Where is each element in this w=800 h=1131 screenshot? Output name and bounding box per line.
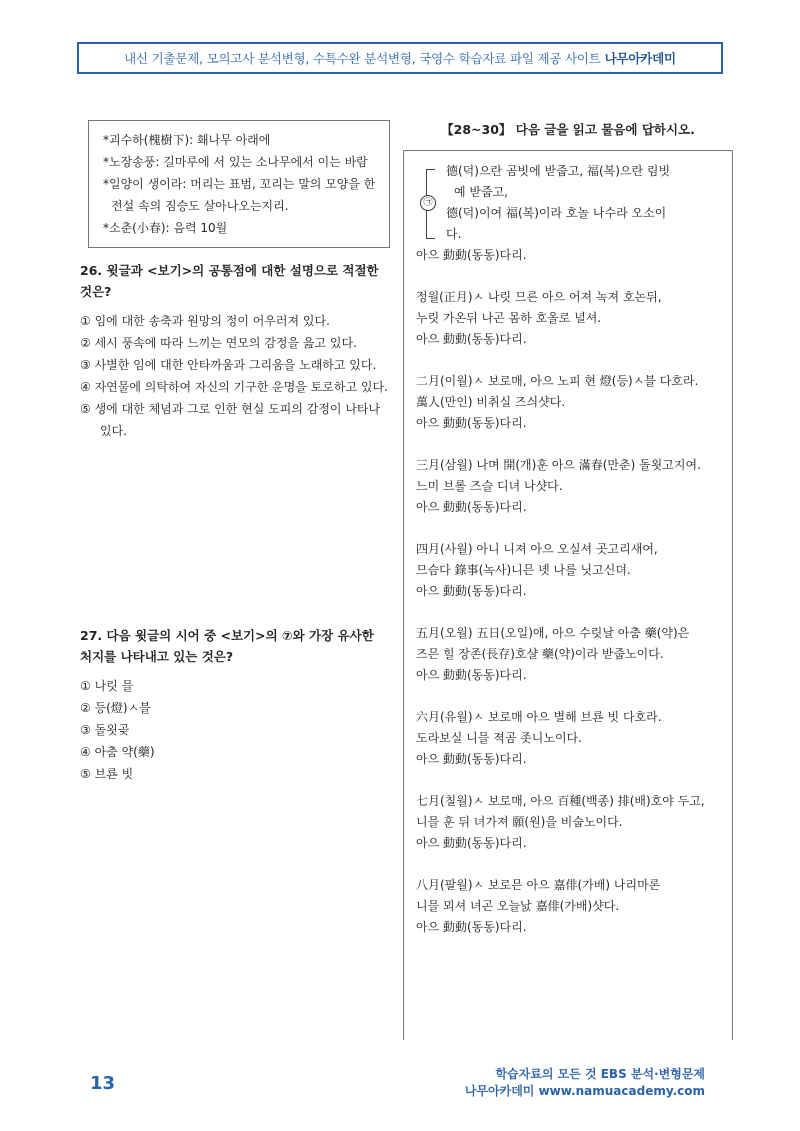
choice-item[interactable]: ④ 아춤 약(藥) [80,745,155,759]
poem-line: 二月(이월)ㅅ 보로매, 아으 노피 현 燈(등)ㅅ블 다호라. [416,374,699,388]
poem-line: 즈믄 힐 장존(長存)호샬 藥(약)이라 받줍노이다. [416,647,664,661]
choice-item[interactable]: ③ 사별한 임에 대한 안타까움과 그리움을 노래하고 있다. [80,358,377,372]
choice-item[interactable]: ② 등(燈)ㅅ블 [80,701,151,715]
circled-marker: ㉠ [420,195,436,211]
poem-line: 四月(사월) 아니 니져 아으 오실셔 곳고리새여, [416,542,658,556]
refrain-line: 아으 動動(동동)다리. [416,416,527,430]
footer-site[interactable]: 나무아카데미 www.namuacademy.com [464,1084,705,1098]
glossary-item: *괴수하(槐樹下): 홰나무 아래에 [103,133,271,147]
refrain-line: 아으 動動(동동)다리. [416,920,527,934]
refrain-line: 아으 動動(동동)다리. [416,836,527,850]
right-column [403,120,733,934]
stanza [416,623,724,686]
stanza [416,455,724,518]
poem-line: 八月(팔월)ㅅ 보로믄 아으 嘉俳(가배) 나리마론 [416,878,661,892]
site-banner [77,42,723,74]
refrain-line: 아으 動動(동동)다리. [416,668,527,682]
footer-tagline: 학습자료의 모든 것 EBS 분석·변형문제 [495,1067,705,1081]
poem-line: 萬人(만인) 비취실 즈싀샷다. [416,395,566,409]
choice-item[interactable]: ① 임에 대한 송축과 원망의 정이 어우러져 있다. [80,314,330,328]
refrain-line: 아으 動動(동동)다리. [416,332,527,346]
stanza [416,287,724,350]
bracketed-stanza [416,161,724,245]
stanza [416,371,724,434]
passage-box [403,150,733,1040]
refrain-line: 아으 動動(동동)다리. [416,248,527,262]
banner-text: 내신 기출문제, 모의고사 분석변형, 수특수완 분석변형, 국영수 학습자료 파일 제공 사이트 [124,51,601,66]
glossary-item: *노장송풍: 길마루에 서 있는 소나무에서 이는 바람 [103,155,368,169]
glossary-item: *일양이 생이라: 머리는 표범, 꼬리는 말의 모양을 한 전설 속의 짐승도 살아나오는지리. [103,177,376,213]
poem-line: 니믈 훈 뒤 녀가져 願(원)을 비숩노이다. [416,815,623,829]
banner-brand: 나무아카데미 [604,51,676,66]
choice-item[interactable]: ① 나릿 믈 [80,679,134,693]
refrain-line: 아으 動動(동동)다리. [416,500,527,514]
choice-item[interactable]: ③ 돌욋곶 [80,723,130,737]
question-27-title: 27. 다음 윗글의 시어 중 <보기>의 ⑦와 가장 유사한 처지를 나타내고 있는 것은? [80,628,374,664]
choice-item[interactable]: ⑤ 생에 대한 체념과 그로 인한 현실 도피의 감정이 나타나 있다. [80,402,381,438]
poem-line: 五月(오월) 五日(오일)애, 아으 수릿날 아춤 藥(약)은 [416,626,690,640]
question-27 [80,625,390,785]
refrain-line: 아으 動動(동동)다리. [416,584,527,598]
stanza [416,707,724,770]
poem-line: 예 받줍고, [454,185,508,199]
question-27-choices [80,675,390,785]
stanza [416,539,724,602]
poem-line: 니믈 뫼셔 녀곤 오늘낤 嘉俳(가배)샷다. [416,899,620,913]
poem-line: 느미 브롤 즈슬 디녀 나샷다. [416,479,563,493]
poem-line: 다. [446,227,462,241]
choice-item[interactable]: ② 세시 풍속에 따라 느끼는 연모의 감정을 읊고 있다. [80,336,357,350]
poem-line: 六月(유월)ㅅ 보로매 아으 별해 브룐 빗 다호라. [416,710,662,724]
stanza [416,875,724,938]
question-26-choices [80,310,390,442]
poem-line: 므슴다 錄事(녹사)니믄 녯 나를 닛고신뎌. [416,563,631,577]
poem-line: 누릿 가온뒤 나곤 몸하 호올로 녈셔. [416,311,602,325]
question-26-title: 26. 윗글과 <보기>의 공통점에 대한 설명으로 적절한 것은? [80,263,379,299]
glossary-box [88,120,390,248]
poem-line: 德(덕)이여 福(복)이라 호놀 나수라 오소이 [446,206,667,220]
poem-line: 정월(正月)ㅅ 나릿 므른 아으 어져 녹져 호논뒤, [416,290,662,304]
choice-item[interactable]: ④ 자연물에 의탁하여 자신의 기구한 운명을 토로하고 있다. [80,380,388,394]
left-column [80,120,390,781]
poem-line: 도라보실 니믈 젹곰 좃니노이다. [416,731,582,745]
glossary-item: *소춘(小春): 음력 10월 [103,221,228,235]
page-number: 13 [90,1073,116,1094]
choice-item[interactable]: ⑤ 브룐 빗 [80,767,134,781]
refrain-line: 아으 動動(동동)다리. [416,752,527,766]
footer-branding [465,1066,705,1100]
poem-line: 七月(칠월)ㅅ 보로매, 아으 百種(백종) 排(배)호야 두고, [416,794,705,808]
question-26 [80,260,390,442]
poem-line: 德(덕)으란 곰빗에 받줍고, 福(복)으란 림빗 [446,164,671,178]
poem-line: 三月(삼월) 나며 開(개)훈 아으 滿春(만춘) 돌욋고지여. [416,458,701,472]
passage-heading: 【28~30】 다음 글을 읽고 물음에 답하시오. [441,122,695,137]
stanza [416,791,724,854]
